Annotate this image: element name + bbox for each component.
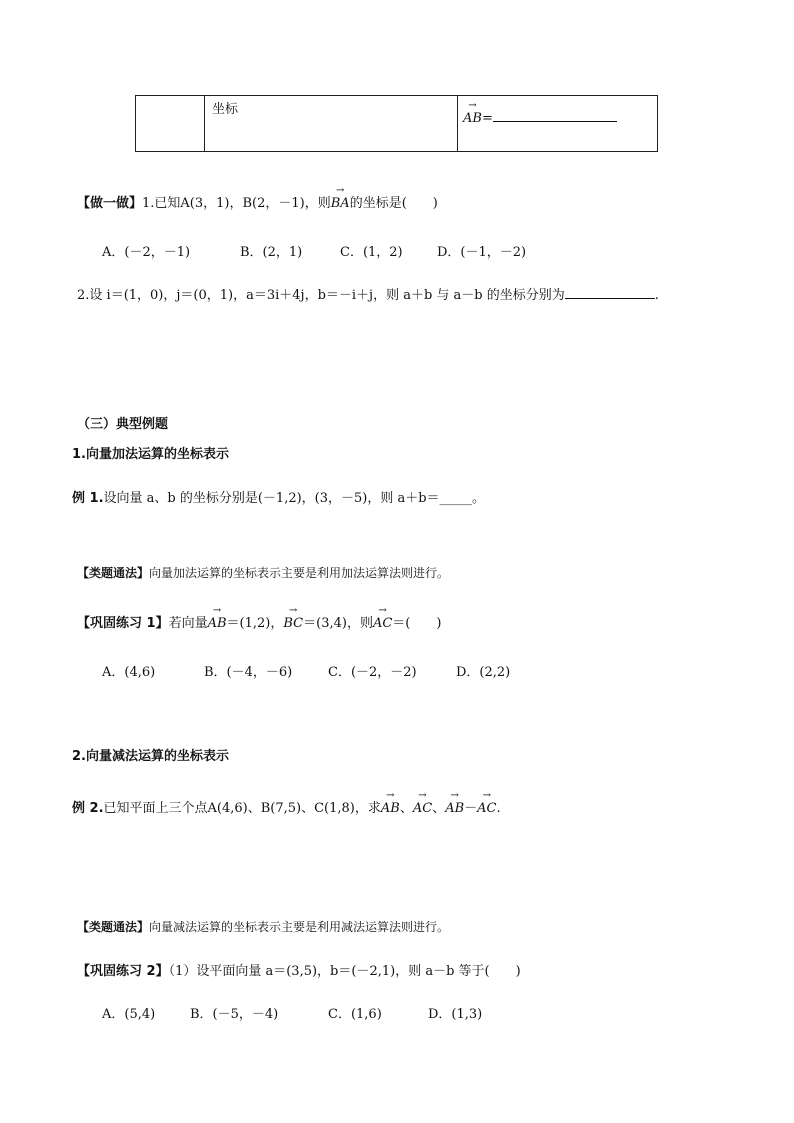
example-1: 例 1.设向量 a、b 的坐标分别是(－1,2)，(3，－5)，则 a＋b＝_____。 bbox=[72, 491, 486, 506]
zuo-question-2: 2.设 i＝(1，0)，j＝(0，1)，a＝3i＋4j，b＝－i＋j，则 a＋b 与 a－b 的坐标分别为 . bbox=[77, 284, 659, 303]
vector-ac: → AC bbox=[477, 801, 496, 816]
practice-2-option-c: C．(1,6) bbox=[328, 1007, 382, 1022]
vector-ab: → AB bbox=[381, 801, 400, 816]
zuo-q1-option-b: B．(2，1) bbox=[240, 245, 303, 260]
vector-ba: → BA bbox=[331, 196, 350, 211]
vector-bc: → BC bbox=[283, 616, 303, 631]
vector-ab: → AB bbox=[445, 801, 464, 816]
vector-ab: → AB bbox=[208, 616, 227, 631]
vector-ab: → AB bbox=[463, 111, 482, 126]
vector-ac: → AC bbox=[373, 616, 392, 631]
part2-heading: 2.向量减法运算的坐标表示 bbox=[72, 749, 229, 764]
answer-blank[interactable] bbox=[493, 107, 617, 122]
practice-2-option-b: B．(－5，－4) bbox=[190, 1007, 279, 1022]
method-note-2: 【类题通法】向量减法运算的坐标表示主要是利用减法运算法则进行。 bbox=[77, 920, 450, 934]
practice-2-option-a: A．(5,4) bbox=[102, 1007, 156, 1022]
table-divider bbox=[204, 96, 205, 151]
practice-2: 【巩固练习 2】（1）设平面向量 a＝(3,5)，b＝(－2,1)，则 a－b 等于( ) bbox=[77, 964, 521, 979]
example-2: 例 2.已知平面上三个点A(4,6)、B(7,5)、C(1,8)，求→ AB、→ AC、→ AB－→ AC. bbox=[72, 797, 501, 816]
practice-1-option-d: D．(2,2) bbox=[456, 665, 511, 680]
practice-1-option-c: C．(－2，－2) bbox=[328, 665, 417, 680]
table-divider bbox=[457, 96, 458, 151]
vector-ac: → AC bbox=[413, 801, 432, 816]
zuo-tag: 【做一做】 bbox=[77, 196, 143, 211]
zuo-question-1: 【做一做】1.已知A(3，1)，B(2，－1)，则→ BA的坐标是( ) bbox=[77, 192, 438, 211]
section-title: （三）典型例题 bbox=[77, 417, 169, 432]
zuo-q1-option-c: C．(1，2) bbox=[340, 245, 403, 260]
method-note-1: 【类题通法】向量加法运算的坐标表示主要是利用加法运算法则进行。 bbox=[77, 566, 450, 580]
zuo-q1-option-a: A．(－2，－1) bbox=[102, 245, 191, 260]
practice-2-option-d: D．(1,3) bbox=[428, 1007, 483, 1022]
practice-1-option-b: B．(－4，－6) bbox=[204, 665, 293, 680]
practice-1-option-a: A．(4,6) bbox=[102, 665, 156, 680]
table-ab-formula: → AB= bbox=[463, 107, 617, 126]
table-label-cell: 坐标 bbox=[212, 102, 239, 117]
zuo-q1-option-d: D．(－1，－2) bbox=[437, 245, 527, 260]
coordinate-table bbox=[135, 95, 658, 152]
practice-1: 【巩固练习 1】若向量→ AB＝(1,2)，→ BC＝(3,4)，则→ AC＝( ) bbox=[77, 612, 441, 631]
part1-heading: 1.向量加法运算的坐标表示 bbox=[72, 447, 229, 462]
answer-blank[interactable] bbox=[565, 284, 655, 299]
